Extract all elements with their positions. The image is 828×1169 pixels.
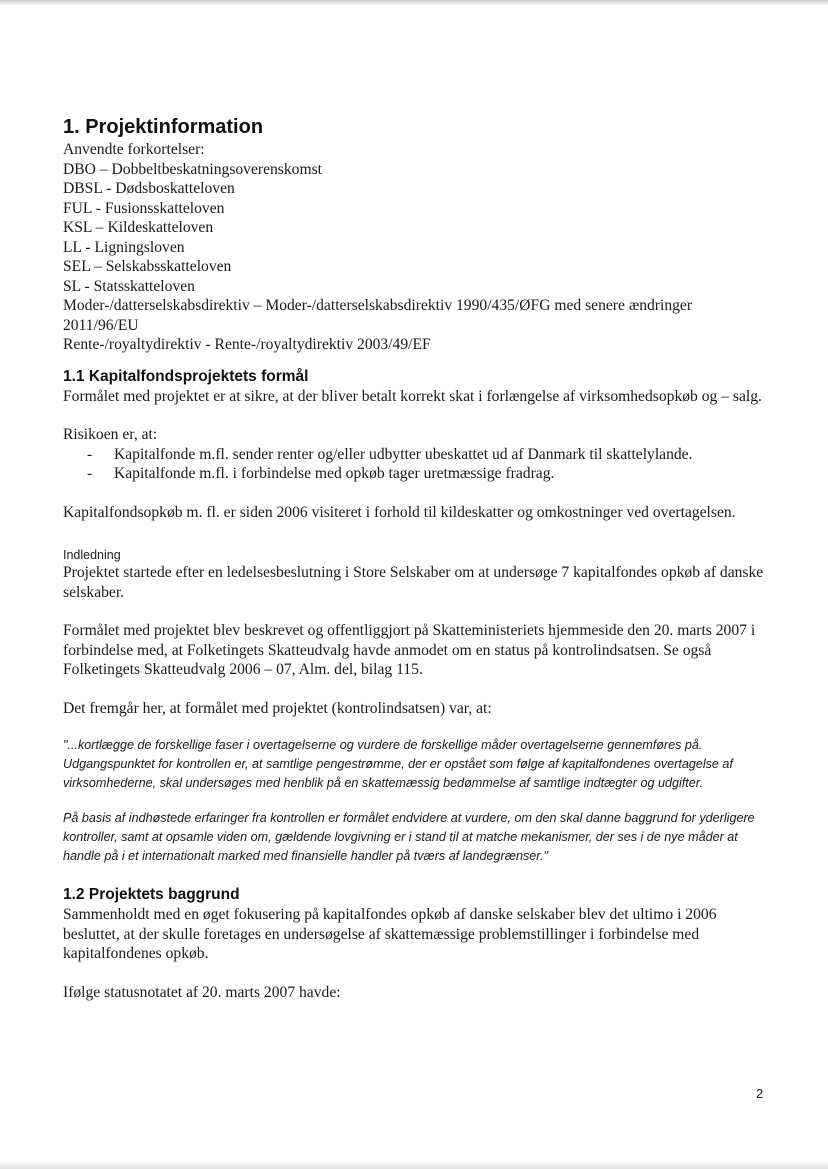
- intro-label: Indledning: [63, 548, 121, 562]
- risk-intro: Risikoen er, at:: [63, 426, 158, 443]
- page-number: 2: [756, 1086, 764, 1101]
- intro-paragraph: Projektet startede efter en ledelsesbeslutning i Store Selskaber om at undersøge 7 kapitalfondes opkøb af danske selskaber.: [63, 564, 764, 601]
- abbreviation-item: SL - Statsskatteloven: [63, 277, 195, 295]
- visited-paragraph: Kapitalfondsopkøb m. fl. er siden 2006 visiteret i forhold til kildeskatter og omkostninger ved overtagelsen.: [63, 503, 736, 521]
- scan-bottom-edge: [0, 1161, 828, 1169]
- abbreviation-item: Moder-/datterselskabsdirektiv – Moder-/datterselskabsdirektiv 1990/435/ØFG med senere ændringer: [63, 297, 693, 314]
- risk-list: [63, 445, 775, 484]
- risk-item: - Kapitalfonde m.fl. sender renter og/eller udbytter ubeskattet ud af Danmark til skattelylande.: [87, 445, 693, 463]
- subsection-title-purpose: 1.1 Kapitalfondsprojektets formål: [63, 367, 309, 385]
- abbreviation-item: KSL – Kildeskatteloven: [63, 219, 214, 236]
- abbreviation-item: 2011/96/EU: [63, 316, 139, 334]
- appears-paragraph: Det fremgår her, at formålet med projektet (kontrolindsatsen) var, at:: [63, 699, 492, 717]
- status-paragraph: Ifølge statusnotatet af 20. marts 2007 havde:: [63, 983, 341, 1001]
- section-title: 1. Projektinformation: [63, 116, 264, 138]
- abbreviation-item: DBSL - Dødsboskatteloven: [63, 180, 235, 197]
- published-paragraph: Formålet med projektet blev beskrevet og offentliggjort på Skatteministeriets hjemmeside den 20. marts 2007 i forbindelse med, at Folketingets Skatteudvalg havde anmodet om en status på kontrolindsatsen. Se også Folketingets Skatteudvalg 2006 – 07, Alm. del, bilag 115.: [63, 622, 756, 678]
- abbreviations-intro: Anvendte forkortelser:: [63, 141, 205, 158]
- abbreviation-item: FUL - Fusionsskatteloven: [63, 199, 225, 217]
- risk-item: - Kapitalfonde m.fl. i forbindelse med opkøb tager uretmæssige fradrag.: [87, 465, 555, 482]
- abbreviation-item: Rente-/royaltydirektiv - Rente-/royaltydirektiv 2003/49/EF: [63, 336, 431, 353]
- abbreviation-item: LL - Ligningsloven: [63, 238, 185, 256]
- abbreviation-list: [63, 160, 775, 355]
- document-page: [63, 114, 775, 1002]
- abbreviation-item: SEL – Selskabsskatteloven: [63, 258, 232, 275]
- purpose-paragraph: Formålet med projektet er at sikre, at der bliver betalt korrekt skat i forlængelse af virksomhedsopkøb og – salg.: [63, 387, 762, 405]
- quote-paragraph-1: "...kortlægge de forskellige faser i overtagelserne og vurdere de forskellige måder overtagelserne gennemføres på. Udgangspunktet for kontrollen er, at samtlige pengestrømme, der er opstået som følge af kapitalfondenes overtagelse af virksomhederne, skal undersøges med henblik på en skattemæssig bedømmelse af samtlige indtægter og udgifter.: [63, 738, 733, 790]
- abbreviation-item: DBO – Dobbeltbeskatningsoverenskomst: [63, 160, 323, 178]
- quote-paragraph-2: På basis af indhøstede erfaringer fra kontrollen er formålet endvidere at vurdere, om den skal danne baggrund for yderligere kontroller, samt at opsamle viden om, gældende lovgivning er i stand til at matche mekanismer, der ses i de nye måder at handle på i et internationalt marked med finansielle handler på tværs af landegrænser.": [63, 811, 755, 863]
- background-paragraph: Sammenholdt med en øget fokusering på kapitalfondes opkøb af danske selskaber blev det ultimo i 2006 besluttet, at der skulle foretages en undersøgelse af skattemæssige problemstillinger i forbindelse med kapitalfondenes opkøb.: [63, 906, 717, 962]
- subsection-title-background: 1.2 Projektets baggrund: [63, 886, 240, 903]
- scan-top-edge: [0, 0, 828, 6]
